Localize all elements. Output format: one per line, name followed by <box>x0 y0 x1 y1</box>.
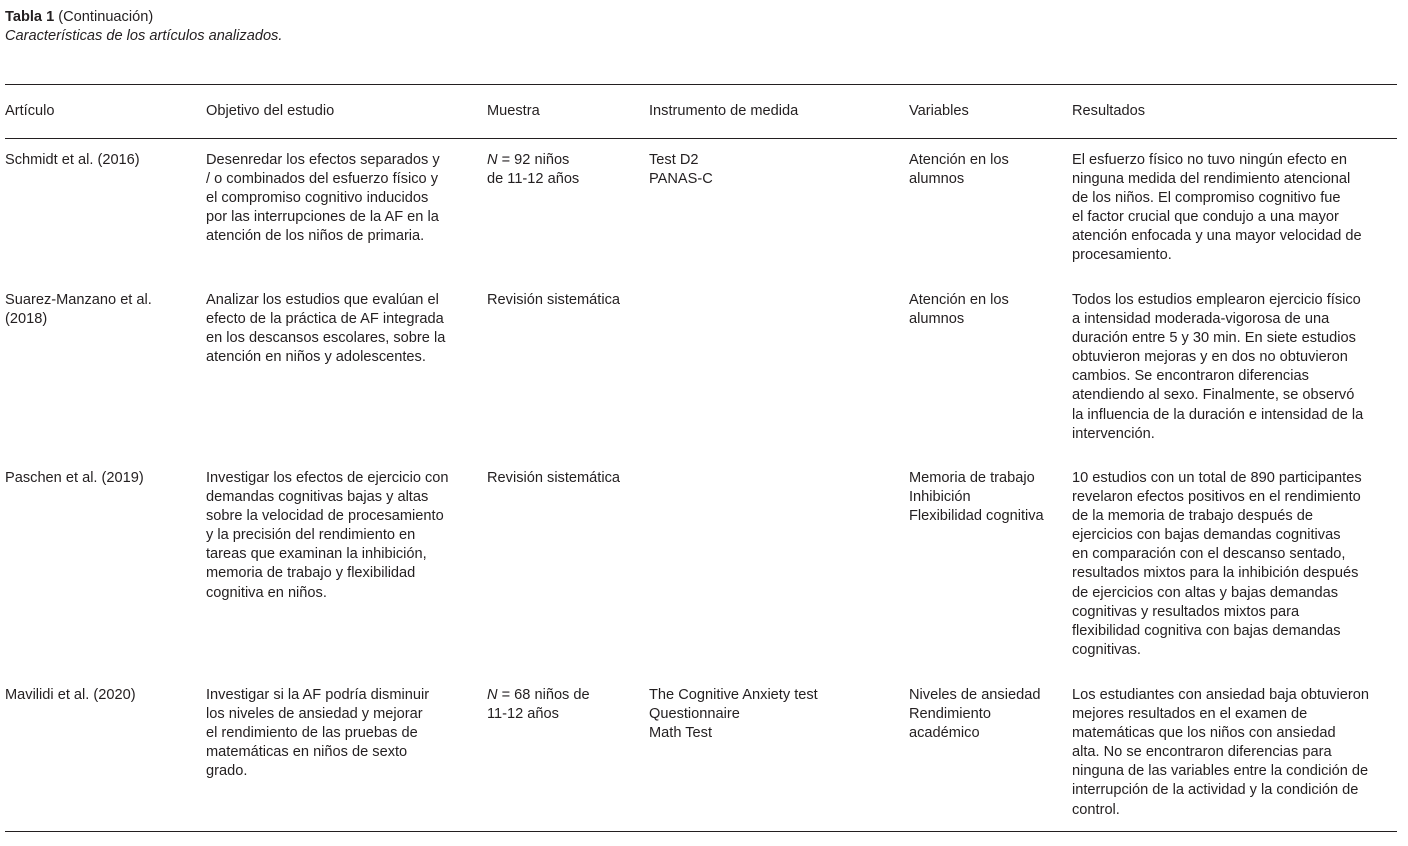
cell-line: por las interrupciones de la AF en la <box>206 209 439 226</box>
cell-line: Niveles de ansiedad <box>909 687 1041 703</box>
cell-line: intervención. <box>1072 425 1155 442</box>
cell-line: obtuvieron mejoras y en dos no obtuvieron <box>1072 349 1348 366</box>
cell-objetivo <box>206 291 445 367</box>
cell-line: (2018) <box>5 311 48 328</box>
cell-line: atención de los niños de primaria. <box>206 228 425 245</box>
cell-line: y la precisión del rendimiento en <box>206 527 416 544</box>
cell-objetivo <box>206 469 449 603</box>
cell-line: Atención en los <box>909 292 1009 308</box>
cell-line: resultados mixtos para la inhibición después <box>1072 565 1359 582</box>
cell-line: revelaron efectos positivos en el rendimiento <box>1072 489 1361 506</box>
cell-line: Suarez-Manzano et al. <box>5 292 152 308</box>
cell-line: Revisión sistemática <box>487 470 621 486</box>
cell-variables <box>909 686 1040 743</box>
cell-line: Memoria de trabajo <box>909 470 1035 486</box>
cell-objetivo <box>206 151 440 246</box>
cell-line: en comparación con el descanso sentado, <box>1072 546 1346 563</box>
cell-line: alta. No se encontraron diferencias para <box>1072 744 1332 761</box>
cell-line: memoria de trabajo y flexibilidad <box>206 565 416 582</box>
cell-line: 10 estudios con un total de 890 participantes <box>1072 470 1362 486</box>
cell-line: en los descansos escolares, sobre la <box>206 330 446 347</box>
cell-line: Investigar si la AF podría disminuir <box>206 687 430 703</box>
cell-line: cognitivas y resultados mixtos para <box>1072 603 1300 620</box>
cell-muestra <box>487 686 590 724</box>
cell-variables <box>909 291 1009 329</box>
cell-line: N = 68 niños de <box>487 687 590 703</box>
cell-line: académico <box>909 725 980 742</box>
cell-line: cognitivas. <box>1072 641 1141 658</box>
cell-line: PANAS-C <box>649 171 713 188</box>
cell-line: tareas que examinan la inhibición, <box>206 546 427 563</box>
cell-resultados <box>1072 469 1362 660</box>
cell-line: Todos los estudios emplearon ejercicio físico <box>1072 292 1361 308</box>
cell-line: efecto de la práctica de AF integrada <box>206 311 444 328</box>
cell-line: sobre la velocidad de procesamiento <box>206 508 444 525</box>
cell-line: ejercicios con bajas demandas cognitivas <box>1072 527 1341 544</box>
cell-muestra <box>487 151 579 189</box>
cell-articulo <box>5 291 152 329</box>
cell-line: Analizar los estudios que evalúan el <box>206 292 439 308</box>
cell-line: Flexibilidad cognitiva <box>909 508 1044 525</box>
cell-line: matemáticas en niños de sexto <box>206 744 408 761</box>
cell-line: The Cognitive Anxiety test <box>649 687 818 703</box>
cell-line: El esfuerzo físico no tuvo ningún efecto en <box>1072 152 1348 168</box>
cell-line: Mavilidi et al. (2020) <box>5 687 136 703</box>
cell-line: 11-12 años <box>487 706 559 723</box>
cell-line: alumnos <box>909 311 965 328</box>
cell-line: cambios. Se encontraron diferencias <box>1072 368 1309 385</box>
cell-line: ninguna de las variables entre la condición de <box>1072 763 1369 780</box>
cell-line: Schmidt et al. (2016) <box>5 152 140 168</box>
cell-line: Desenredar los efectos separados y <box>206 152 440 168</box>
cell-line: Investigar los efectos de ejercicio con <box>206 470 449 486</box>
cell-line: procesamiento. <box>1072 247 1172 264</box>
cell-line: el rendimiento de las pruebas de <box>206 725 418 742</box>
cell-articulo <box>5 686 136 705</box>
sample-size-symbol: N <box>487 152 498 168</box>
cell-line: duración entre 5 y 30 min. En siete estudios <box>1072 330 1356 347</box>
column-header-muestra: Muestra <box>487 103 540 119</box>
cell-articulo <box>5 151 140 170</box>
bottom-rule <box>5 831 1397 832</box>
cell-line: Revisión sistemática <box>487 292 621 308</box>
cell-line: atención enfocada y una mayor velocidad de <box>1072 228 1362 245</box>
table-subtitle: Características de los artículos analizados. <box>5 28 283 44</box>
cell-instrumento <box>649 151 713 189</box>
cell-line: interrupción de la actividad y la condición de <box>1072 782 1359 799</box>
column-header-objetivo: Objetivo del estudio <box>206 103 335 119</box>
cell-line: grado. <box>206 763 248 780</box>
column-header-instrumento: Instrumento de medida <box>649 103 799 119</box>
column-header-articulo: Artículo <box>5 103 55 119</box>
cell-resultados <box>1072 686 1369 820</box>
cell-line: Atención en los <box>909 152 1009 168</box>
cell-line: Inhibición <box>909 489 971 506</box>
cell-variables <box>909 469 1044 526</box>
cell-articulo <box>5 469 144 488</box>
cell-line: de ejercicios con altas y bajas demandas <box>1072 584 1339 601</box>
cell-objetivo <box>206 686 429 781</box>
cell-line: el compromiso cognitivo inducidos <box>206 190 429 207</box>
column-header-resultados: Resultados <box>1072 103 1146 119</box>
cell-line: Questionnaire <box>649 706 740 723</box>
cell-resultados <box>1072 291 1363 444</box>
cell-line: control. <box>1072 801 1120 818</box>
header-rule <box>5 138 1397 139</box>
cell-line: Rendimiento <box>909 706 991 723</box>
cell-line: Los estudiantes con ansiedad baja obtuvieron <box>1072 687 1369 703</box>
cell-line: de la memoria de trabajo después de <box>1072 508 1313 525</box>
cell-muestra <box>487 469 620 488</box>
cell-line: atención en niños y adolescentes. <box>206 349 426 366</box>
table-continuation-note: (Continuación) <box>54 9 154 25</box>
cell-line: demandas cognitivas bajas y altas <box>206 489 429 506</box>
sample-size-symbol: N <box>487 687 498 703</box>
cell-resultados <box>1072 151 1362 266</box>
table-caption <box>5 8 153 26</box>
cell-line: Test D2 <box>649 152 699 168</box>
cell-line: el factor crucial que condujo a una mayor <box>1072 209 1339 226</box>
cell-line: Paschen et al. (2019) <box>5 470 144 486</box>
cell-muestra <box>487 291 620 310</box>
cell-line: de los niños. El compromiso cognitivo fue <box>1072 190 1341 207</box>
column-header-variables: Variables <box>909 103 969 119</box>
cell-line: N = 92 niños <box>487 152 570 168</box>
cell-line: matemáticas que los niños con ansiedad <box>1072 725 1336 742</box>
cell-line: los niveles de ansiedad y mejorar <box>206 706 423 723</box>
cell-variables <box>909 151 1009 189</box>
table-label: Tabla 1 <box>5 9 55 25</box>
cell-line: flexibilidad cognitiva con bajas demandas <box>1072 622 1341 639</box>
cell-line: cognitiva en niños. <box>206 584 327 601</box>
cell-line: la influencia de la duración e intensidad de la <box>1072 406 1364 423</box>
cell-instrumento <box>649 686 818 743</box>
top-rule <box>5 84 1397 85</box>
cell-line: mejores resultados en el examen de <box>1072 706 1308 723</box>
cell-line: atendiendo al sexo. Finalmente, se observó <box>1072 387 1355 404</box>
cell-line: Math Test <box>649 725 712 742</box>
cell-line: de 11-12 años <box>487 171 580 188</box>
cell-line: alumnos <box>909 171 965 188</box>
cell-line: ninguna medida del rendimiento atencional <box>1072 171 1351 188</box>
cell-line: a intensidad moderada-vigorosa de una <box>1072 311 1330 328</box>
cell-line: / o combinados del esfuerzo físico y <box>206 171 438 188</box>
